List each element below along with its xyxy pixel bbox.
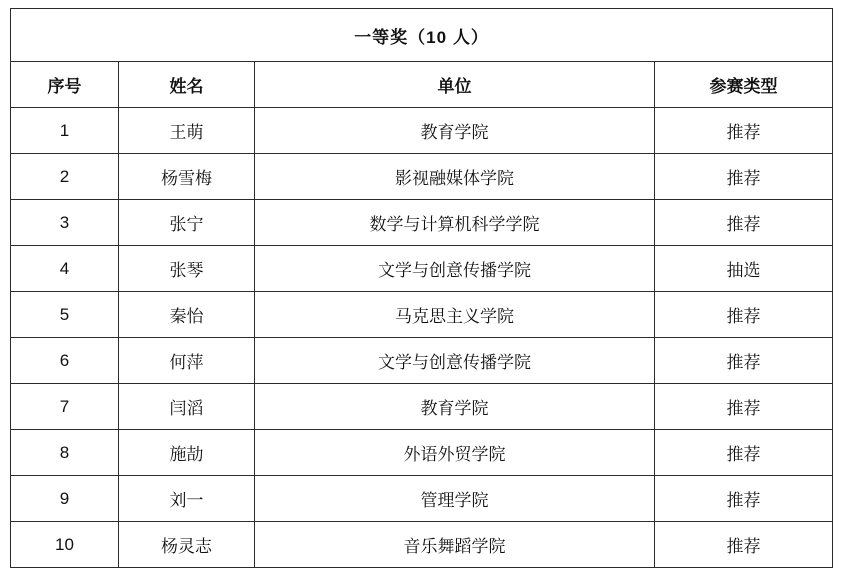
award-list-table [10, 8, 833, 568]
cell-name: 杨雪梅 [119, 154, 255, 200]
table-header-row [11, 62, 833, 108]
cell-type: 推荐 [655, 430, 833, 476]
cell-name: 施劼 [119, 430, 255, 476]
cell-name: 王萌 [119, 108, 255, 154]
cell-no: 4 [11, 246, 119, 292]
table-row [11, 108, 833, 154]
table-row [11, 476, 833, 522]
cell-no: 8 [11, 430, 119, 476]
cell-name: 闫滔 [119, 384, 255, 430]
cell-type: 推荐 [655, 522, 833, 568]
cell-type: 推荐 [655, 200, 833, 246]
cell-type: 抽选 [655, 246, 833, 292]
table-row [11, 292, 833, 338]
cell-name: 秦怡 [119, 292, 255, 338]
cell-type: 推荐 [655, 384, 833, 430]
cell-name: 何萍 [119, 338, 255, 384]
cell-unit: 教育学院 [255, 108, 655, 154]
table-row [11, 154, 833, 200]
table-row [11, 246, 833, 292]
cell-unit: 数学与计算机科学学院 [255, 200, 655, 246]
cell-unit: 教育学院 [255, 384, 655, 430]
cell-no: 7 [11, 384, 119, 430]
table-row [11, 522, 833, 568]
column-header-name: 姓名 [119, 62, 255, 108]
cell-type: 推荐 [655, 292, 833, 338]
cell-name: 张琴 [119, 246, 255, 292]
cell-unit: 文学与创意传播学院 [255, 246, 655, 292]
cell-name: 张宁 [119, 200, 255, 246]
cell-type: 推荐 [655, 338, 833, 384]
cell-no: 6 [11, 338, 119, 384]
cell-name: 刘一 [119, 476, 255, 522]
cell-no: 10 [11, 522, 119, 568]
cell-unit: 影视融媒体学院 [255, 154, 655, 200]
cell-unit: 管理学院 [255, 476, 655, 522]
cell-no: 2 [11, 154, 119, 200]
cell-name: 杨灵志 [119, 522, 255, 568]
cell-unit: 文学与创意传播学院 [255, 338, 655, 384]
cell-no: 1 [11, 108, 119, 154]
cell-type: 推荐 [655, 154, 833, 200]
table-row [11, 338, 833, 384]
column-header-unit: 单位 [255, 62, 655, 108]
table-row [11, 384, 833, 430]
cell-unit: 马克思主义学院 [255, 292, 655, 338]
cell-no: 9 [11, 476, 119, 522]
table-title-row [11, 9, 833, 62]
cell-unit: 外语外贸学院 [255, 430, 655, 476]
cell-type: 推荐 [655, 476, 833, 522]
cell-type: 推荐 [655, 108, 833, 154]
table-row [11, 200, 833, 246]
table-row [11, 430, 833, 476]
table-title: 一等奖（10 人） [11, 9, 833, 62]
cell-unit: 音乐舞蹈学院 [255, 522, 655, 568]
cell-no: 5 [11, 292, 119, 338]
column-header-type: 参赛类型 [655, 62, 833, 108]
column-header-no: 序号 [11, 62, 119, 108]
cell-no: 3 [11, 200, 119, 246]
